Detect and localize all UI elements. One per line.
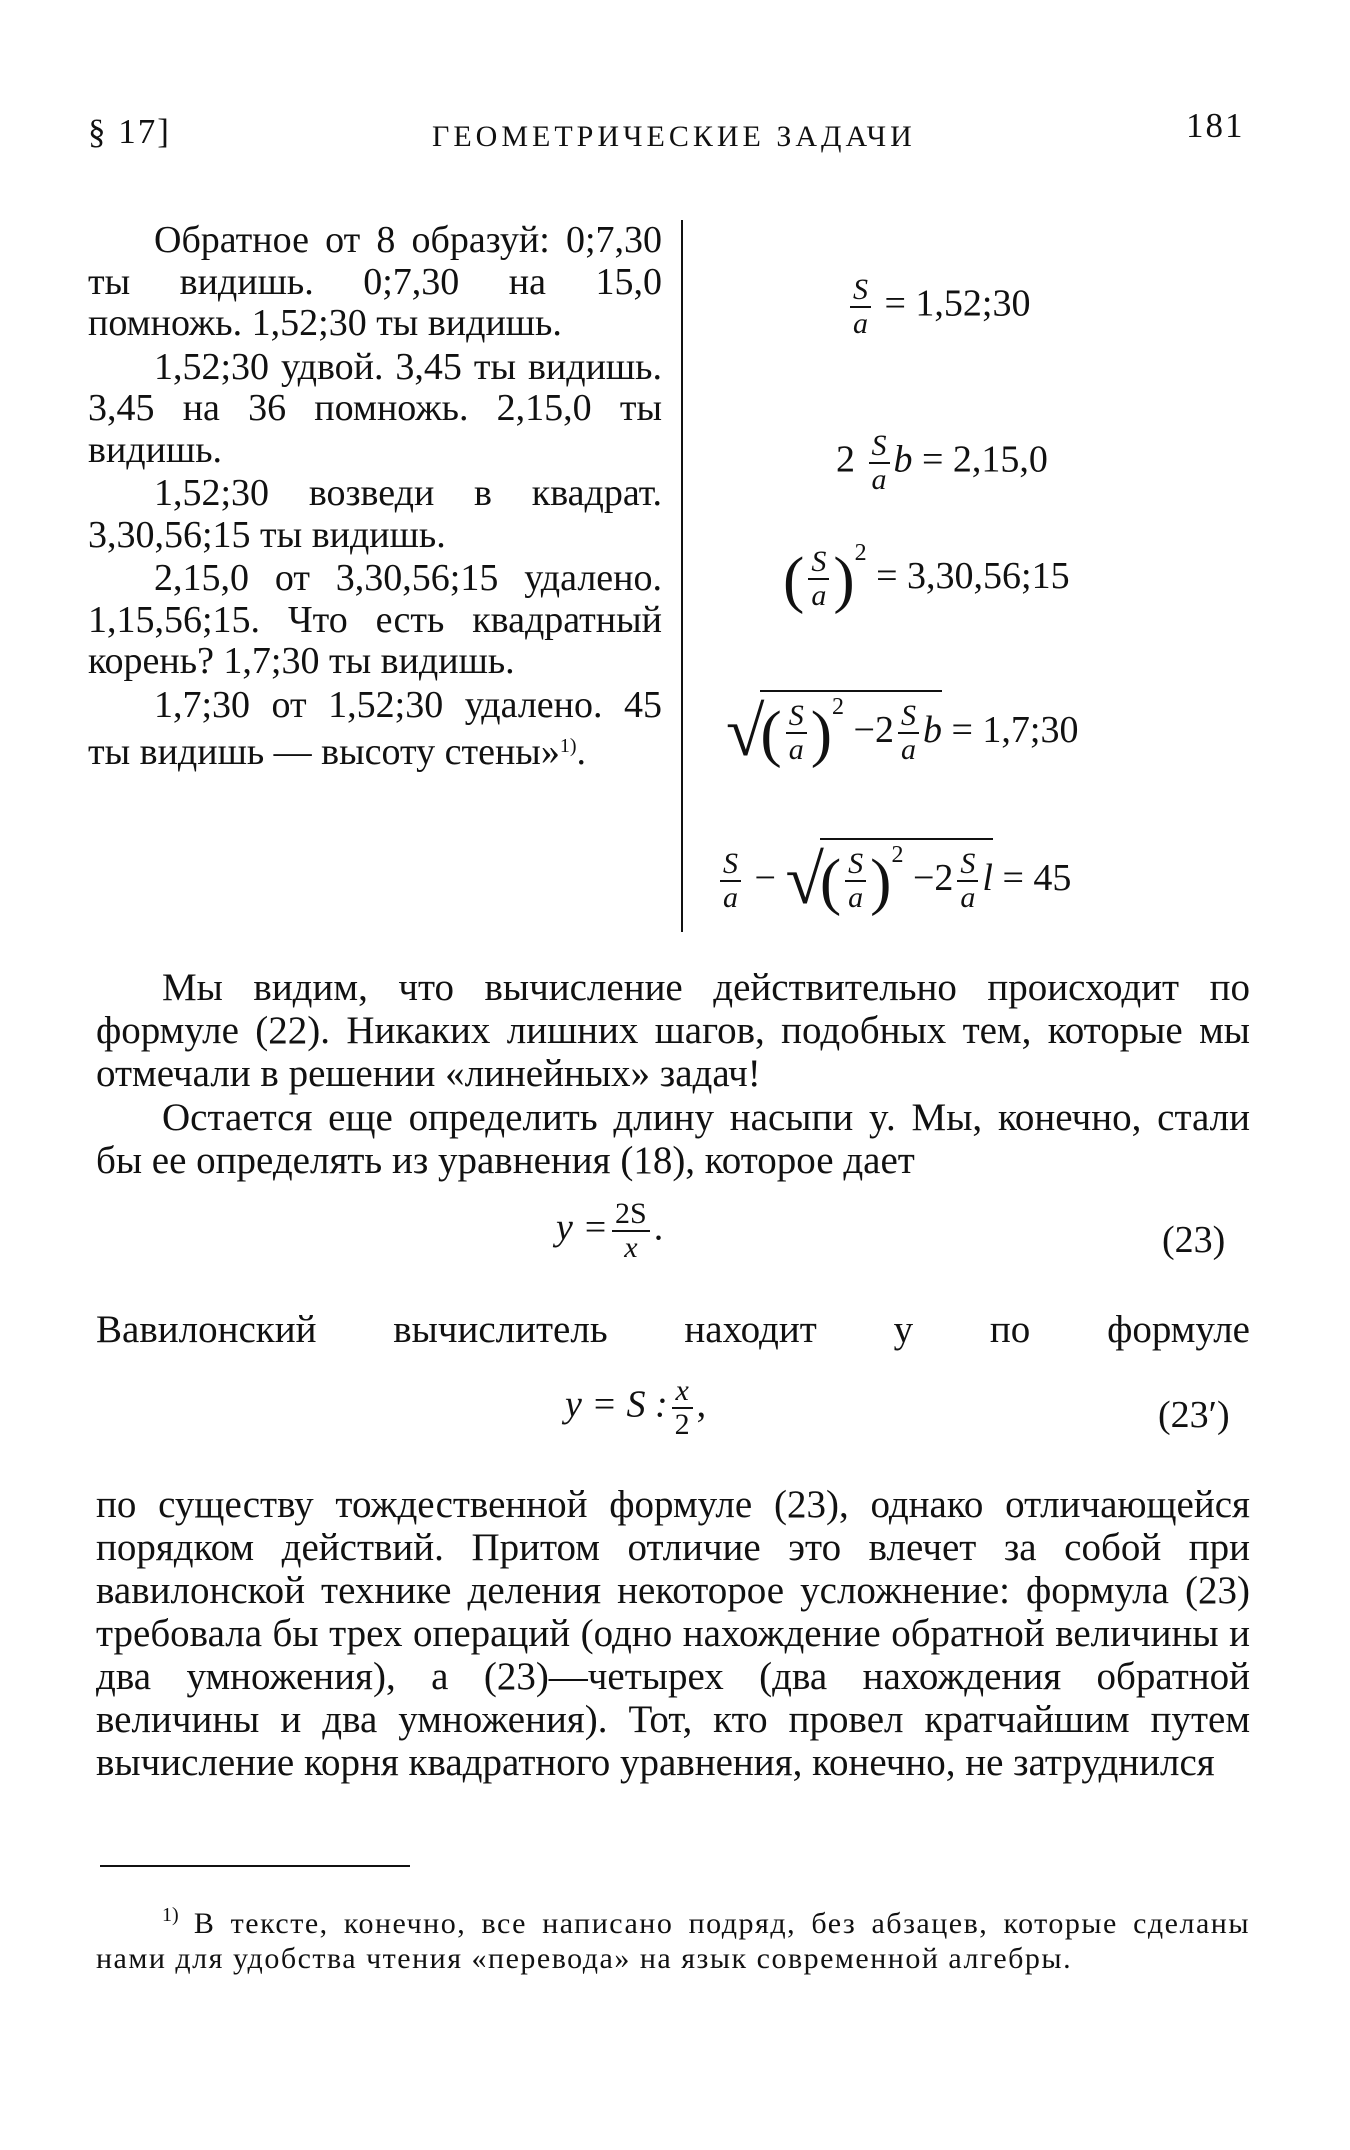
footnote-text: В тексте, конечно, все написано подряд, без абзацев, которые сделаны нами для удобства чтения «перевода» на язык современной алгебры. <box>96 1907 1250 1975</box>
formula-3-rhs: = 3,30,56;15 <box>876 555 1070 597</box>
radical-sign: √ <box>785 842 824 920</box>
equation-23-prime-label: (23′) <box>1158 1394 1230 1436</box>
fraction-s-over-a: $\frac{S}{a}$ <box>850 274 871 340</box>
left-paragraph: 2,15,0 от 3,30,56;15 удалено. 1,15,56;15. Что есть квадратный корень? 1,7;30 ты видишь. <box>88 557 662 682</box>
formula-3: ( $\frac{S}{a}$ )$^2$ = 3,30,56;15 <box>783 540 1070 615</box>
footnote-rule <box>100 1865 410 1867</box>
left-paragraph-last <box>88 685 662 774</box>
left-paragraph: 1,52;30 возведи в квадрат. 3,30,56;15 ты видишь. <box>88 472 662 556</box>
formula-5-rhs: = 45 <box>1002 857 1072 899</box>
radicand: ( $\frac{S}{a}$ )$^2$ −2 $\frac{S}{a}$ l <box>820 838 993 918</box>
page-number: 181 <box>1186 106 1245 145</box>
paragraph-1: Мы видим, что вычисление действительно происходит по формуле (22). Никаких лишних шагов, подобных тем, которые мы отмечали в решении «линейных» задач! <box>96 966 1250 1095</box>
equation-23-prime: y = S : $\frac{x}{2}$ , <box>565 1374 707 1441</box>
radical-sign: √ <box>726 694 765 772</box>
equation-23-label: (23) <box>1162 1219 1226 1261</box>
formula-5: $\frac{S}{a}$ − √( $\frac{S}{a}$ )$^2$ −2 $\frac{S}{a}$ l = 45 <box>716 838 1071 921</box>
formula-4-rhs: = 1,7;30 <box>951 709 1079 751</box>
radicand: ( $\frac{S}{a}$ )$^2$ −2 $\frac{S}{a}$ b <box>760 690 942 770</box>
paragraph-3: Вавилонский вычислитель находит y по формуле <box>96 1308 1250 1351</box>
left-paragraph: Обратное от 8 образуй: 0;7,30 ты видишь. 0;7,30 на 15,0 помножь. 1,52;30 ты видишь. <box>88 219 662 344</box>
formula-4 <box>726 690 1078 773</box>
formula-1-rhs: = 1,52;30 <box>884 282 1031 325</box>
formula-2-rhs: = 2,15,0 <box>922 438 1048 481</box>
formula-2: 2 $\frac{S}{a}$ b = 2,15,0 <box>836 429 1048 496</box>
fraction-s-over-a: $\frac{S}{a}$ <box>869 430 890 496</box>
left-paragraph-tail: . <box>576 731 586 773</box>
column-divider <box>681 220 683 932</box>
footnote-mark: 1) <box>162 1904 179 1926</box>
paragraph-2: Остается еще определить длину насыпи y. Мы, конечно, стали бы ее определять из уравнения (18), которое дает <box>96 1096 1250 1182</box>
section-number: § 17] <box>88 112 171 151</box>
footnote <box>96 1898 1250 1976</box>
running-title: ГЕОМЕТРИЧЕСКИЕ ЗАДАЧИ <box>432 120 916 153</box>
equation-23: y = $\frac{2S}{x}$ . <box>556 1197 664 1264</box>
left-paragraph: 1,52;30 удвой. 3,45 ты видишь. 3,45 на 36 помножь. 2,15,0 ты видишь. <box>88 345 662 471</box>
left-column-text <box>88 220 662 776</box>
formula-1 <box>846 274 1031 340</box>
paragraph-4: по существу тождественной формуле (23), однако отличающейся порядком действий. Притом отличие это влечет за собой при вавилонской технике деления некоторое усложнение: формула (23) требовала бы трех операций (одно нахождение обратной величины и два умножения), а (23)—четырех (два нахождения обратной величины и два умножения). Тот, кто провел кратчайшим путем вычисление корня квадратного уравнения, конечно, не затруднился <box>96 1483 1250 1784</box>
left-paragraph-text: 1,7;30 от 1,52;30 удалено. 45 ты видишь — высоту стены» <box>88 683 662 773</box>
footnote-reference: 1) <box>559 735 577 757</box>
fraction-s-over-a: $\frac{S}{a}$ <box>808 546 829 612</box>
